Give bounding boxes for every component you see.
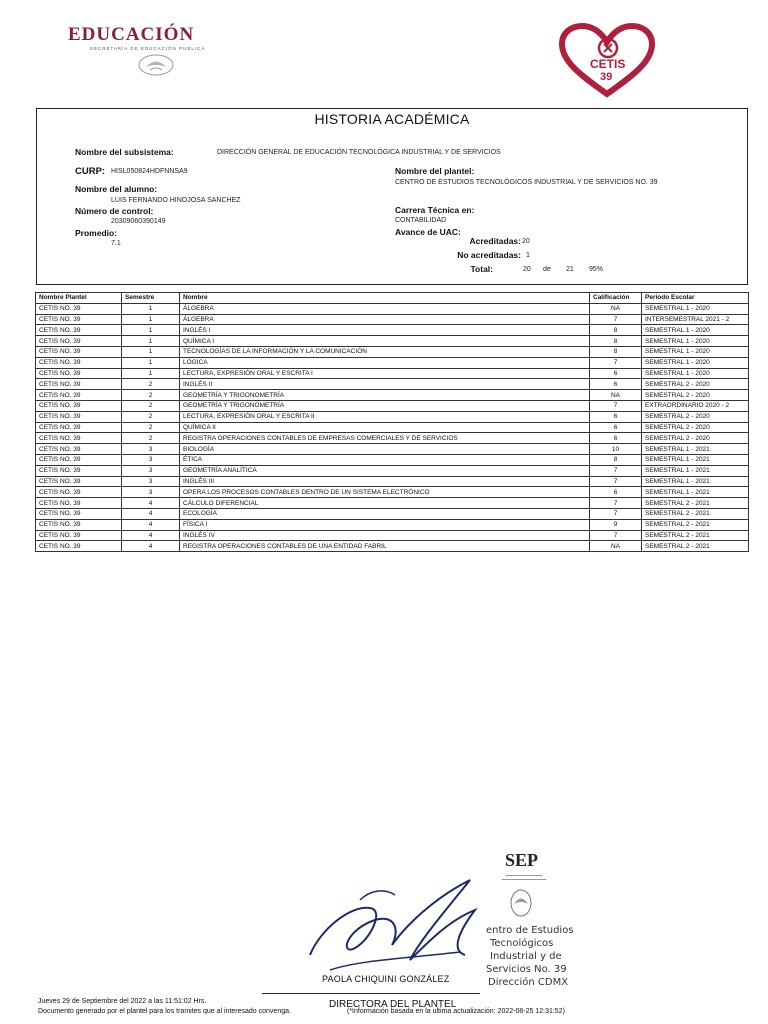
school-period-cell: SEMESTRAL 1 - 2020: [642, 346, 749, 357]
semester-cell: 4: [122, 519, 180, 530]
subject-name-cell: LECTURA, EXPRESIÓN ORAL Y ESCRITA I: [180, 368, 590, 379]
grade-cell: 7: [590, 508, 642, 519]
table-header-row: [36, 293, 749, 304]
school-name-cell: CETIS NO. 39: [36, 346, 122, 357]
school-name-cell: CETIS NO. 39: [36, 444, 122, 455]
subject-name-cell: CÁLCULO DIFERENCIAL: [180, 498, 590, 509]
grade-cell: NA: [590, 303, 642, 314]
school-period-cell: SEMESTRAL 2 - 2020: [642, 422, 749, 433]
semester-cell: 3: [122, 465, 180, 476]
table-row: [36, 422, 749, 433]
student-name-value: LUIS FERNANDO HINOJOSA SANCHEZ: [111, 197, 241, 204]
semester-cell: 1: [122, 314, 180, 325]
cetis-logo-number: 39: [600, 71, 613, 83]
semester-cell: 3: [122, 476, 180, 487]
subject-name-cell: LECTURA, EXPRESIÓN ORAL Y ESCRITA II: [180, 411, 590, 422]
column-header-school-name: Nombre Plantel: [36, 293, 122, 304]
school-period-cell: SEMESTRAL 2 - 2020: [642, 433, 749, 444]
cetis-heart-icon: [552, 20, 662, 100]
subsystem-value: DIRECCIÓN GENERAL DE EDUCACIÓN TECNOLÓGICA INDUSTRIAL Y DE SERVICIOS: [217, 149, 501, 156]
subsystem-label: Nombre del subsistema:: [75, 147, 174, 157]
school-name-cell: CETIS NO. 39: [36, 357, 122, 368]
school-name-cell: CETIS NO. 39: [36, 476, 122, 487]
subject-name-cell: INGLÉS I: [180, 325, 590, 336]
school-name-cell: CETIS NO. 39: [36, 541, 122, 552]
subject-name-cell: INGLÉS IV: [180, 530, 590, 541]
table-row: [36, 325, 749, 336]
semester-cell: 1: [122, 336, 180, 347]
subject-name-cell: GEOMETRÍA ANALÍTICA: [180, 465, 590, 476]
table-row: [36, 498, 749, 509]
average-label: Promedio:: [75, 228, 118, 238]
semester-cell: 4: [122, 541, 180, 552]
subject-name-cell: QUÍMICA II: [180, 422, 590, 433]
stamp-line: entro de Estudios: [486, 925, 574, 936]
subject-name-cell: REGISTRA OPERACIONES CONTABLES DE UNA ENTIDAD FABRIL: [180, 541, 590, 552]
stamp-line: Tecnológicos: [490, 938, 554, 949]
grade-cell: 9: [590, 519, 642, 530]
semester-cell: 3: [122, 487, 180, 498]
semester-cell: 2: [122, 433, 180, 444]
table-row: [36, 346, 749, 357]
stamp-line: Industrial y de: [490, 951, 562, 962]
grade-cell: 6: [590, 433, 642, 444]
subject-name-cell: REGISTRA OPERACIONES CONTABLES DE EMPRESAS COMERCIALES Y DE SERVICIOS: [180, 433, 590, 444]
grade-cell: 7: [590, 476, 642, 487]
table-row: [36, 379, 749, 390]
signature-line: [262, 993, 480, 994]
grade-cell: 7: [590, 400, 642, 411]
school-period-cell: SEMESTRAL 2 - 2021: [642, 519, 749, 530]
not-credited-label: No acreditadas:: [457, 250, 521, 260]
generated-date: Jueves 29 de Septiembre del 2022 a las 11:51:02 Hrs.: [38, 998, 207, 1005]
grade-cell: 8: [590, 325, 642, 336]
grade-cell: 7: [590, 530, 642, 541]
semester-cell: 3: [122, 454, 180, 465]
school-name-cell: CETIS NO. 39: [36, 411, 122, 422]
credited-label: Acreditadas:: [469, 236, 521, 246]
table-row: [36, 303, 749, 314]
table-row: [36, 530, 749, 541]
total-of-word: de: [543, 266, 551, 273]
school-period-cell: SEMESTRAL 1 - 2020: [642, 336, 749, 347]
grade-cell: 6: [590, 487, 642, 498]
grade-cell: NA: [590, 541, 642, 552]
school-name-label: Nombre del plantel:: [395, 166, 475, 176]
stamp-line: Servicios No. 39: [486, 964, 567, 975]
total-label: Total:: [470, 264, 493, 274]
semester-cell: 1: [122, 303, 180, 314]
student-info-box: [36, 108, 748, 285]
school-period-cell: SEMESTRAL 2 - 2021: [642, 530, 749, 541]
semester-cell: 1: [122, 346, 180, 357]
last-update-note: (*Información basada en la ultima actualización: 2022-08-25 12:31:52): [347, 1008, 565, 1015]
school-period-cell: SEMESTRAL 2 - 2020: [642, 379, 749, 390]
signer-name: PAOLA CHIQUINI GONZÁLEZ: [322, 974, 450, 984]
table-row: [36, 433, 749, 444]
table-row: [36, 476, 749, 487]
subject-name-cell: BIOLOGÍA: [180, 444, 590, 455]
school-name-cell: CETIS NO. 39: [36, 454, 122, 465]
average-value: 7.1: [111, 240, 121, 247]
grade-cell: 6: [590, 422, 642, 433]
school-name-cell: CETIS NO. 39: [36, 303, 122, 314]
school-name-cell: CETIS NO. 39: [36, 465, 122, 476]
grade-cell: 6: [590, 368, 642, 379]
school-name-cell: CETIS NO. 39: [36, 325, 122, 336]
cetis-logo-text: CETIS: [590, 57, 626, 71]
school-name-cell: CETIS NO. 39: [36, 422, 122, 433]
semester-cell: 2: [122, 400, 180, 411]
school-name-cell: CETIS NO. 39: [36, 400, 122, 411]
table-row: [36, 411, 749, 422]
semester-cell: 3: [122, 444, 180, 455]
table-row: [36, 541, 749, 552]
school-name-cell: CETIS NO. 39: [36, 433, 122, 444]
school-name-cell: CETIS NO. 39: [36, 530, 122, 541]
school-period-cell: SEMESTRAL 2 - 2020: [642, 390, 749, 401]
semester-cell: 2: [122, 379, 180, 390]
subject-name-cell: GEOMETRÍA Y TRIGONOMETRÍA: [180, 400, 590, 411]
grade-cell: 6: [590, 379, 642, 390]
school-name-cell: CETIS NO. 39: [36, 508, 122, 519]
semester-cell: 4: [122, 530, 180, 541]
grade-cell: 8: [590, 336, 642, 347]
semester-cell: 1: [122, 357, 180, 368]
eagle-seal-icon: [128, 54, 184, 76]
table-row: [36, 400, 749, 411]
total-credited-value: 20: [523, 266, 531, 273]
school-name-cell: CETIS NO. 39: [36, 336, 122, 347]
semester-cell: 4: [122, 498, 180, 509]
school-period-cell: SEMESTRAL 2 - 2021: [642, 508, 749, 519]
semester-cell: 2: [122, 422, 180, 433]
document-title: HISTORIA ACADÉMICA: [314, 111, 470, 127]
subject-name-cell: LÓGICA: [180, 357, 590, 368]
school-period-cell: SEMESTRAL 1 - 2021: [642, 476, 749, 487]
school-period-cell: SEMESTRAL 2 - 2021: [642, 541, 749, 552]
school-name-value: CENTRO DE ESTUDIOS TECNOLÓGICOS INDUSTRIAL Y DE SERVICIOS NO. 39: [395, 179, 658, 186]
curp-label: CURP:: [75, 166, 106, 177]
educacion-logo-text: EDUCACIÓN: [68, 24, 195, 45]
subject-name-cell: QUÍMICA I: [180, 336, 590, 347]
school-name-cell: CETIS NO. 39: [36, 498, 122, 509]
semester-cell: 2: [122, 411, 180, 422]
credited-value: 20: [522, 238, 530, 245]
school-period-cell: SEMESTRAL 2 - 2021: [642, 498, 749, 509]
school-name-cell: CETIS NO. 39: [36, 314, 122, 325]
subject-name-cell: ÉTICA: [180, 454, 590, 465]
cetis-39-logo: [552, 20, 662, 105]
grade-cell: 7: [590, 498, 642, 509]
grade-cell: 10: [590, 444, 642, 455]
subject-name-cell: ÁLGEBRA: [180, 303, 590, 314]
school-name-cell: CETIS NO. 39: [36, 487, 122, 498]
semester-cell: 1: [122, 325, 180, 336]
table-row: [36, 465, 749, 476]
total-percentage-value: 95%: [589, 266, 604, 273]
career-label: Carrera Técnica en:: [395, 205, 475, 215]
school-period-cell: SEMESTRAL 1 - 2020: [642, 368, 749, 379]
school-name-cell: CETIS NO. 39: [36, 368, 122, 379]
educacion-logo: [68, 24, 248, 76]
school-period-cell: SEMESTRAL 1 - 2021: [642, 465, 749, 476]
table-row: [36, 508, 749, 519]
school-name-cell: CETIS NO. 39: [36, 390, 122, 401]
table-row: [36, 368, 749, 379]
curp-value: HISL050824HDFNNSA9: [111, 168, 188, 175]
signer-title: DIRECTORA DEL PLANTEL: [329, 999, 457, 1010]
subject-name-cell: GEOMETRÍA Y TRIGONOMETRÍA: [180, 390, 590, 401]
table-row: [36, 444, 749, 455]
subject-name-cell: OPERA LOS PROCESOS CONTABLES DENTRO DE UN SISTEMA ELECTRÓNICO: [180, 487, 590, 498]
career-value: CONTABILIDAD: [395, 217, 447, 224]
semester-cell: 2: [122, 390, 180, 401]
column-header-grade: Calificación: [590, 293, 642, 304]
school-period-cell: EXTRAORDINARIO 2020 - 2: [642, 400, 749, 411]
grade-cell: 7: [590, 357, 642, 368]
total-subjects-value: 21: [566, 266, 574, 273]
school-period-cell: SEMESTRAL 2 - 2020: [642, 411, 749, 422]
table-row: [36, 390, 749, 401]
subject-name-cell: INGLÉS II: [180, 379, 590, 390]
table-row: [36, 519, 749, 530]
table-row: [36, 336, 749, 347]
column-header-subject-name: Nombre: [180, 293, 590, 304]
semester-cell: 1: [122, 368, 180, 379]
eagle-emblem-icon: [508, 888, 534, 918]
table-row: [36, 357, 749, 368]
column-header-semester: Semestre: [122, 293, 180, 304]
subject-name-cell: ECOLOGÍA: [180, 508, 590, 519]
school-period-cell: SEMESTRAL 1 - 2021: [642, 454, 749, 465]
column-header-school-period: Periodo Escolar: [642, 293, 749, 304]
school-period-cell: SEMESTRAL 1 - 2020: [642, 357, 749, 368]
grade-cell: 6: [590, 411, 642, 422]
table-row: [36, 487, 749, 498]
subject-name-cell: INGLÉS III: [180, 476, 590, 487]
progress-label: Avance de UAC:: [395, 227, 461, 237]
subject-name-cell: TECNOLOGÍAS DE LA INFORMACIÓN Y LA COMUNICACIÓN: [180, 346, 590, 357]
generated-note: Documento generado por el plantel para los tramites que al interesado convenga.: [38, 1008, 291, 1015]
school-period-cell: SEMESTRAL 1 - 2020: [642, 325, 749, 336]
table-row: [36, 314, 749, 325]
subject-name-cell: ÁLGEBRA: [180, 314, 590, 325]
not-credited-value: 1: [526, 252, 530, 259]
grades-table: [35, 292, 749, 552]
grade-cell: 7: [590, 314, 642, 325]
school-period-cell: SEMESTRAL 1 - 2020: [642, 303, 749, 314]
school-name-cell: CETIS NO. 39: [36, 519, 122, 530]
semester-cell: 4: [122, 508, 180, 519]
school-period-cell: SEMESTRAL 1 - 2021: [642, 487, 749, 498]
grade-cell: 7: [590, 465, 642, 476]
school-name-cell: CETIS NO. 39: [36, 379, 122, 390]
table-body: [36, 303, 749, 551]
school-period-cell: SEMESTRAL 1 - 2021: [642, 444, 749, 455]
grade-cell: 8: [590, 454, 642, 465]
grade-cell: 8: [590, 346, 642, 357]
sep-stamp-small-lines: [500, 872, 548, 883]
table-row: [36, 454, 749, 465]
subject-name-cell: FÍSICA I: [180, 519, 590, 530]
student-name-label: Nombre del alumno:: [75, 184, 158, 194]
school-period-cell: INTERSEMESTRAL 2021 - 2: [642, 314, 749, 325]
control-number-value: 20309060390149: [111, 218, 166, 225]
sep-stamp-title: SEP: [505, 850, 539, 870]
stamp-line: Dirección CDMX: [488, 977, 569, 988]
educacion-logo-subtitle: SECRETARÍA DE EDUCACIÓN PÚBLICA: [90, 46, 206, 51]
grade-cell: NA: [590, 390, 642, 401]
handwritten-signature-icon: [300, 860, 500, 985]
control-number-label: Número de control:: [75, 206, 154, 216]
